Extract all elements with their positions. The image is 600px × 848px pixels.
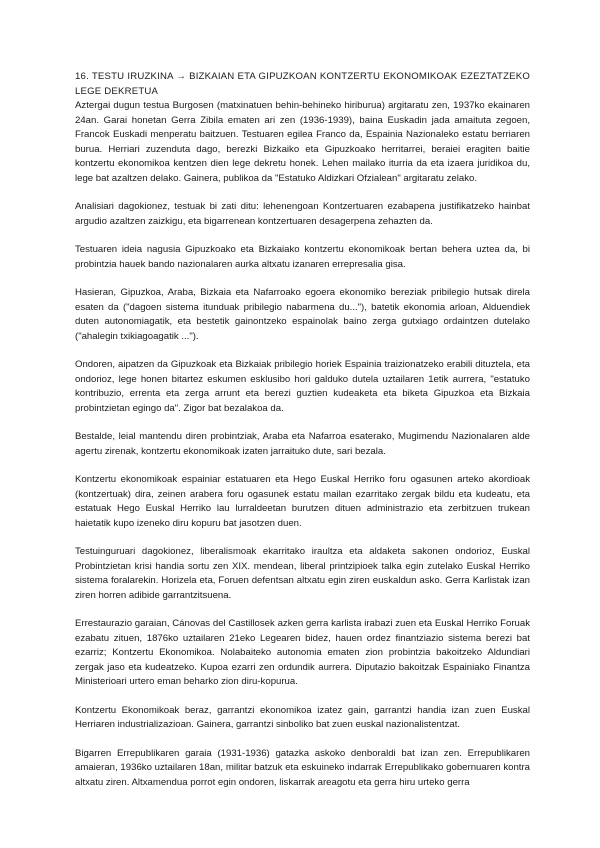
paragraph-analysis: Analisiari dagokionez, testuak bi zati ditu: lehenengoan Kontzertuaren ezabapena justifikatzeko hainbat argudio azaltzen zaizkigu, eta bigarrenean kontzertuaren desagerpena zehazten da. [75, 201, 530, 227]
paragraph-context: Testuinguruari dagokionez, liberalismoak ekarritako iraultza eta aldaketa sakonen ondorioz, Euskal Probintzietan krisi handia sortu zen XIX. mendean, liberal printzipioek talka egin zutelako Euskal Herriko sistema foralarekin. Horizela eta, Foruen defentsan altxatu egin ziren euskaldun asko. Gerra Karlistak izan ziren horren adibide garrantzitsuena. [75, 546, 530, 601]
paragraph-intro: Aztergai dugun testua Burgosen (matxinatuen behin-behineko hiriburua) argitaratu zen, 1937ko ekainaren 24an. Garai honetan Gerra Zibila ematen ari zen (1936-1939), baina Euskadin jada amaituta zegoen, Francok Euskadi menperatu baitzuen. Testuaren egilea Franco da, Espainia Nazionaleko estatu berriaren burua. Herriari zuzenduta dago, berezki Bizkaiko eta Gipuzkoako herritarrei, beraiei eragiten baitie kontzertu ekonomikoa kentzen dien lege dekretu honek. Lehen mailako iturria da eta izaera juridikoa du, lege bat azaltzen delako. Gainera, publikoa da "Estatuko Aldizkari Ofzialean" argitaratu zelako. [75, 100, 530, 184]
document-heading: 16. TESTU IRUZKINA → BIZKAIAN ETA GIPUZKOAN KONTZERTU EKONOMIKOAK EZEZTATZEKO LEGE DEKRETUA [75, 71, 530, 97]
document-page [75, 70, 530, 804]
paragraph-loyal-provinces: Bestalde, leial mantendu diren probintziak, Araba eta Nafarroa esaterako, Mugimendu Nazionalaren alde agertu zirenak, kontzertu ekonomikoak izaten jarraituko dute, sari bezala. [75, 431, 530, 457]
paragraph-main-idea: Testuaren ideia nagusia Gipuzkoako eta Bizkaiako kontzertu ekonomikoak bertan behera uztea da, bi probintzia hauek bando nazionalaren aurka altxatu izanaren errepresalia gisa. [75, 244, 530, 270]
paragraph-restoration: Errestaurazio garaian, Cánovas del Castillosek azken gerra karlista irabazi zuen eta Euskal Herriko Foruak ezabatu zituen, 1876ko uztailaren 21eko Legearen bidez, hauen ordez finantziazio sistema berezi bat ezarriz; Kontzertu Ekonomikoa. Nolabaiteko autonomia ematen zion probintzia bakoitzeko Aldundiari zergak jaso eta kudeatzeko. Kupoa ezarri zen ordundik aurrera. Diputazio bakoitzak Espainiako Finantza Ministerioari urtero eman beharko zion diru-kopurua. [75, 618, 530, 687]
paragraph-punishment: Ondoren, aipatzen da Gipuzkoak eta Bizkaiak pribilegio horiek Espainia traizionatzeko erabili dituztela, eta ondorioz, lege honen bitartez eskumen esklusibo hori galduko dutela uztailaren 1etik aurrera, "estatuko kontribuzio, errenta eta zerga arrunt eta berezi guztien kudeaketa eta biketa Gipuzkoa eta Bizkaia probintzietan egingo da". Zigor bat bezalakoa da. [75, 359, 530, 414]
paragraph-privileges: Hasieran, Gipuzkoa, Araba, Bizkaia eta Nafarroako egoera ekonomiko bereziak pribilegio hutsak direla esaten da ("dagoen sistema itunduak pribilegio nabarmena du..."), batetik ekonomia arloan, Alduendiek duten autonomiagatik, eta bestetik gainontzeko espainolak baino zerga gutxiago ordaintzen dutelako ("ahalegin txikiagoagatik ..."). [75, 287, 530, 342]
paragraph-definition: Kontzertu ekonomikoak espainiar estatuaren eta Hego Euskal Herriko foru ogasunen arteko akordioak (kontzertuak) dira, zeinen arabera foru ogasunek estatu mailan ezarritako zergak bildu eta kudeatu, eta estatuak Hego Euskal Herriko lau lurraldeetan burutzen dituen administrazio eta zerbitzuen trukean haietatik kupo izeneko diru kopuru bat jasotzen duen. [75, 474, 530, 529]
paragraph-importance: Kontzertu Ekonomikoak beraz, garrantzi ekonomikoa izatez gain, garrantzi handia izan zuen Euskal Herriaren industrializazioan. Gainera, garrantzi sinboliko bat zuen euskal nazionalistentzat. [75, 704, 530, 730]
paragraph-second-republic: Bigarren Errepublikaren garaia (1931-1936) gatazka askoko denboraldi bat izan zen. Errepublikaren amaieran, 1936ko uztailaren 18an, militar batzuk eta eskuineko indarrak Errepublikako gobernuaren kontra altxatu ziren. Altxamendua porrot egin ondoren, liskarrak areagotu eta gerra hiru urteko gerra [75, 747, 530, 788]
